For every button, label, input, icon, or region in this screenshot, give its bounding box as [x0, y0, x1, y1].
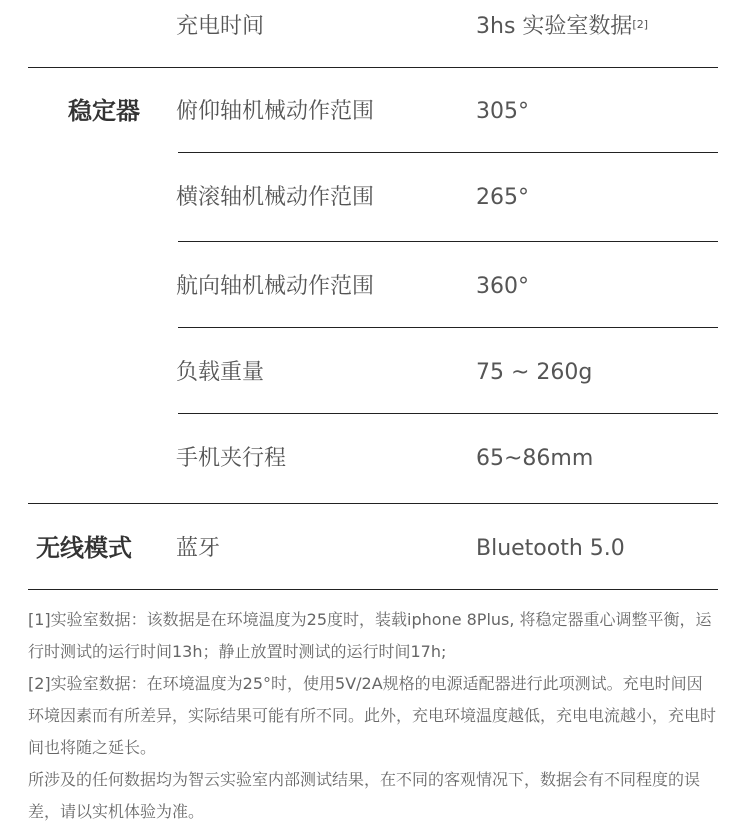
- footnote-2: [2]实验室数据：在环境温度为25°时，使用5V/2A规格的电源适配器进行此项测试。充电时间因环境因素而有所差异，实际结果可能有所不同。此外，充电环境温度越低，充电电流越小，充电时间也将随之延长。: [28, 674, 717, 757]
- pan-range-label: 航向轴机械动作范围: [176, 274, 375, 299]
- charge-time-value: [476, 12, 648, 42]
- pan-range-value: 360°: [476, 274, 529, 299]
- charge-time-value-text: 3hs 实验室数据: [476, 14, 633, 39]
- payload-label: 负载重量: [176, 360, 265, 385]
- row-divider: [178, 327, 718, 328]
- wireless-section-title: 无线模式: [36, 534, 132, 562]
- bluetooth-value: Bluetooth 5.0: [476, 536, 625, 561]
- pitch-range-value: 305°: [476, 99, 529, 124]
- clamp-travel-label: 手机夹行程: [176, 446, 287, 471]
- section-divider: [28, 67, 718, 68]
- clamp-travel-value: 65~86mm: [476, 446, 594, 471]
- roll-range-value: 265°: [476, 185, 529, 210]
- bluetooth-label: 蓝牙: [176, 536, 221, 561]
- section-divider: [28, 503, 718, 504]
- row-divider: [178, 241, 718, 242]
- row-divider: [178, 413, 718, 414]
- roll-range-label: 横滚轴机械动作范围: [176, 185, 375, 210]
- disclaimer: 所涉及的任何数据均为智云实验室内部测试结果，在不同的客观情况下，数据会有不同程度的误差，请以实机体验为准。: [28, 770, 701, 821]
- stabilizer-section-title: 稳定器: [68, 97, 140, 125]
- footnote-1: [1]实验室数据：该数据是在环境温度为25度时，装载iphone 8Plus, 将稳定器重心调整平衡，运行时测试的运行时间13h；静止放置时测试的运行时间17h;: [28, 610, 712, 661]
- charge-time-label: 充电时间: [176, 14, 265, 39]
- footnotes: [28, 604, 718, 828]
- section-divider: [28, 589, 718, 590]
- pitch-range-label: 俯仰轴机械动作范围: [176, 99, 375, 124]
- payload-value: 75 ~ 260g: [476, 360, 593, 385]
- charge-time-footnote-ref: [2]: [632, 18, 648, 31]
- row-divider: [178, 152, 718, 153]
